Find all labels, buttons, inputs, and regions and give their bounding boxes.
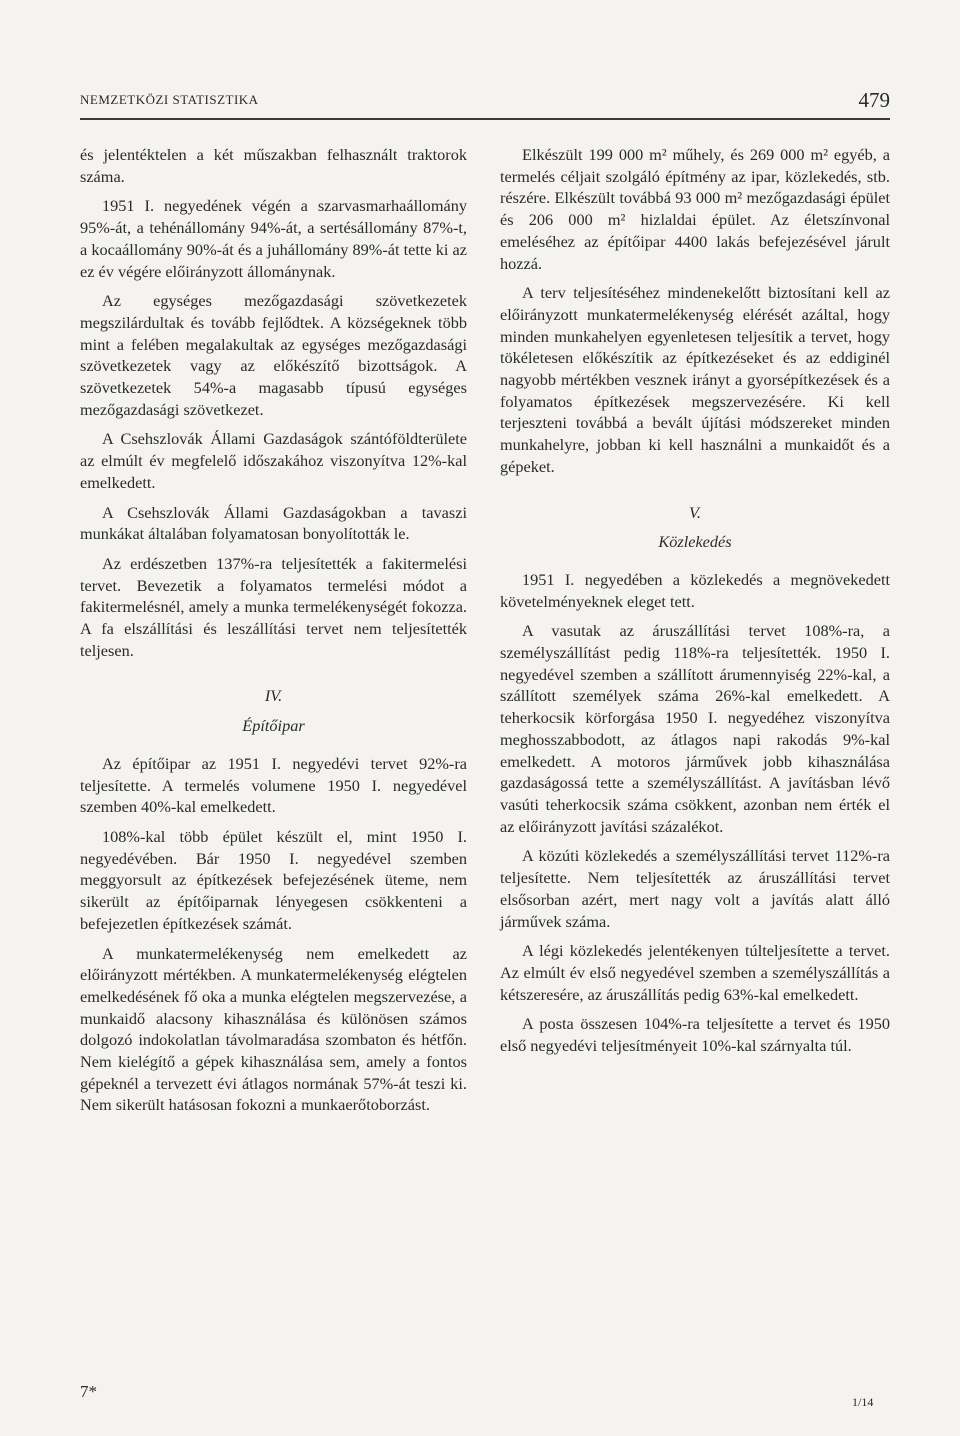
signature-mark: 7* <box>80 1382 97 1401</box>
paragraph: és jelentéktelen a két műszakban felhasznált traktorok száma. <box>80 145 467 186</box>
paragraph: A terv teljesítéséhez mindenekelőtt biztosítani kell az előirányzott munkatermelékenység elérését azáltal, hogy minden munkahelyen egyenletesen teljesítik a tervet, hogy tökéletesen előkészítik az építkezéseket és az eddiginél nagyobb mértékben vesznek irányt a gyorsépítkezések és a folyamatos építkezések megszervezésére. Ki kell terjeszteni továbbá a bevált újítási módszereket minden munkahelyre, jobban ki kell használni a munkaidőt és a gépeket. <box>500 283 890 476</box>
paragraph: A légi közlekedés jelentékenyen túlteljesítette a tervet. Az elmúlt év első negyedével szemben a személyszállítás a kétszeresére, az áruszállítás pedig 63%-kal emelkedett. <box>500 941 890 1004</box>
paragraph: A posta összesen 104%-ra teljesítette a tervet és 1950 első negyedévi teljesítményeit 10%-kal szárnyalta túl. <box>500 1014 890 1056</box>
right-column <box>500 144 890 1065</box>
paragraph: Elkészült 199 000 m² műhely, és 269 000 m² egyéb, a termelés céljait szolgáló építmény az ipar, közlekedés, stb. részére. Elkészült továbbá 93 000 m² mezőgazdasági épület és 206 000 m² hizlaldai épület. Az életszínvonal emeléséhez az építőipar 4400 lakás befejezésével járult hozzá. <box>500 145 890 273</box>
paragraph: 1951 I. negyedének végén a szarvasmarhaállomány 95%-át, a tehénállomány 94%-át, a sertésállomány 87%-t, a kocaállomány 90%-át és a juhállomány 89%-át tette ki az ez év végére előirányzott állománynak. <box>80 196 467 281</box>
paragraph: A Csehszlovák Állami Gazdaságokban a tavaszi munkákat általában folyamatosan bonyolították le. <box>80 502 467 544</box>
paragraph: A közúti közlekedés a személyszállítási tervet 112%-ra teljesítette. Nem teljesítették az áruszállítási tervet elsősorban azért, mert nagy volt a javítás alatt álló járművek száma. <box>500 846 890 931</box>
section-title: Építőipar <box>242 716 305 736</box>
paragraph: 108%-kal több épület készült el, mint 1950 I. negyedévében. Bár 1950 I. negyedével szemben meggyorsult az építkezések befejezésének üteme, nem sikerült az építőiparnak lényegesen csökkenteni a befejezetlen építkezések számát. <box>80 826 467 933</box>
left-column <box>80 144 467 1124</box>
header-rule <box>80 118 890 120</box>
paragraph: A munkatermelékenység nem emelkedett az előirányzott mértékben. A munkatermelékenység elégtelen emelkedésének fő oka a munka elégtelen megszervezése, a munkaidő alacsony kihasználása és különösen számos dolgozó indokolatlan távolmaradása szombaton és hétfőn. Nem kielégítő a gépek kihasználása sem, amely a fontos gépeknél a tervezett évi átlagos normának 57%-át teszi ki. Nem sikerült hatásosan fokozni a munkaerőtoborzást. <box>80 943 467 1115</box>
paragraph: Az egységes mezőgazdasági szövetkezetek megszilárdultak és tovább fejlődtek. A községeknek több mint a felében megalakultak az egységes mezőgazdasági szövetkezetek vagy az előkészítő bizottságok. A szövetkezetek 54%-a magasabb típusú egységes mezőgazdasági szövetkezet. <box>80 291 467 419</box>
section-number: V. <box>689 502 701 522</box>
paragraph: A Csehszlovák Állami Gazdaságok szántóföldterülete az elmúlt év megfelelő időszakához viszonyítva 12%-kal emelkedett. <box>80 429 467 492</box>
journal-title: NEMZETKÖZI STATISZTIKA <box>80 92 259 107</box>
running-header <box>80 88 890 118</box>
paragraph: Az erdészetben 137%-ra teljesítették a fakitermelési tervet. Bevezetik a folyamatos termelési módot a fakitermelésnél, amely a munka termelékenységét fokozza. A fa elszállítási és leszállítási tervet nem teljesítették teljesen. <box>80 553 467 660</box>
sheet-number: 1/14 <box>852 1395 874 1409</box>
page-number: 479 <box>858 88 890 112</box>
paragraph: Az építőipar az 1951 I. negyedévi tervet 92%-ra teljesítette. A termelés volumene 1950 I. negyedével szemben 40%-kal emelkedett. <box>80 753 467 817</box>
paragraph: 1951 I. negyedében a közlekedés a megnövekedett követelményeknek eleget tett. <box>500 569 890 611</box>
section-number: IV. <box>264 686 283 706</box>
paragraph: A vasutak az áruszállítási tervet 108%-ra, a személyszállítást pedig 118%-ra teljesítették. 1950 I. negyedével szemben a szállított árumennyiség 22%-kal, a szállított személyek száma 26%-kal emelkedett. A teherkocsik körforgása 1950 I. negyedéhez viszonyítva meghosszabbodott, az átlagos napi rakodás 9%-kal emelkedett. A motoros járművek jobb kihasználása gazdaságossá tette a személyszállítást. A javításban lévő vasúti teherkocsik száma csökkent, azonban nem érték el az előirányzott javítási százalékot. <box>500 621 890 836</box>
section-title: Közlekedés <box>658 532 732 552</box>
